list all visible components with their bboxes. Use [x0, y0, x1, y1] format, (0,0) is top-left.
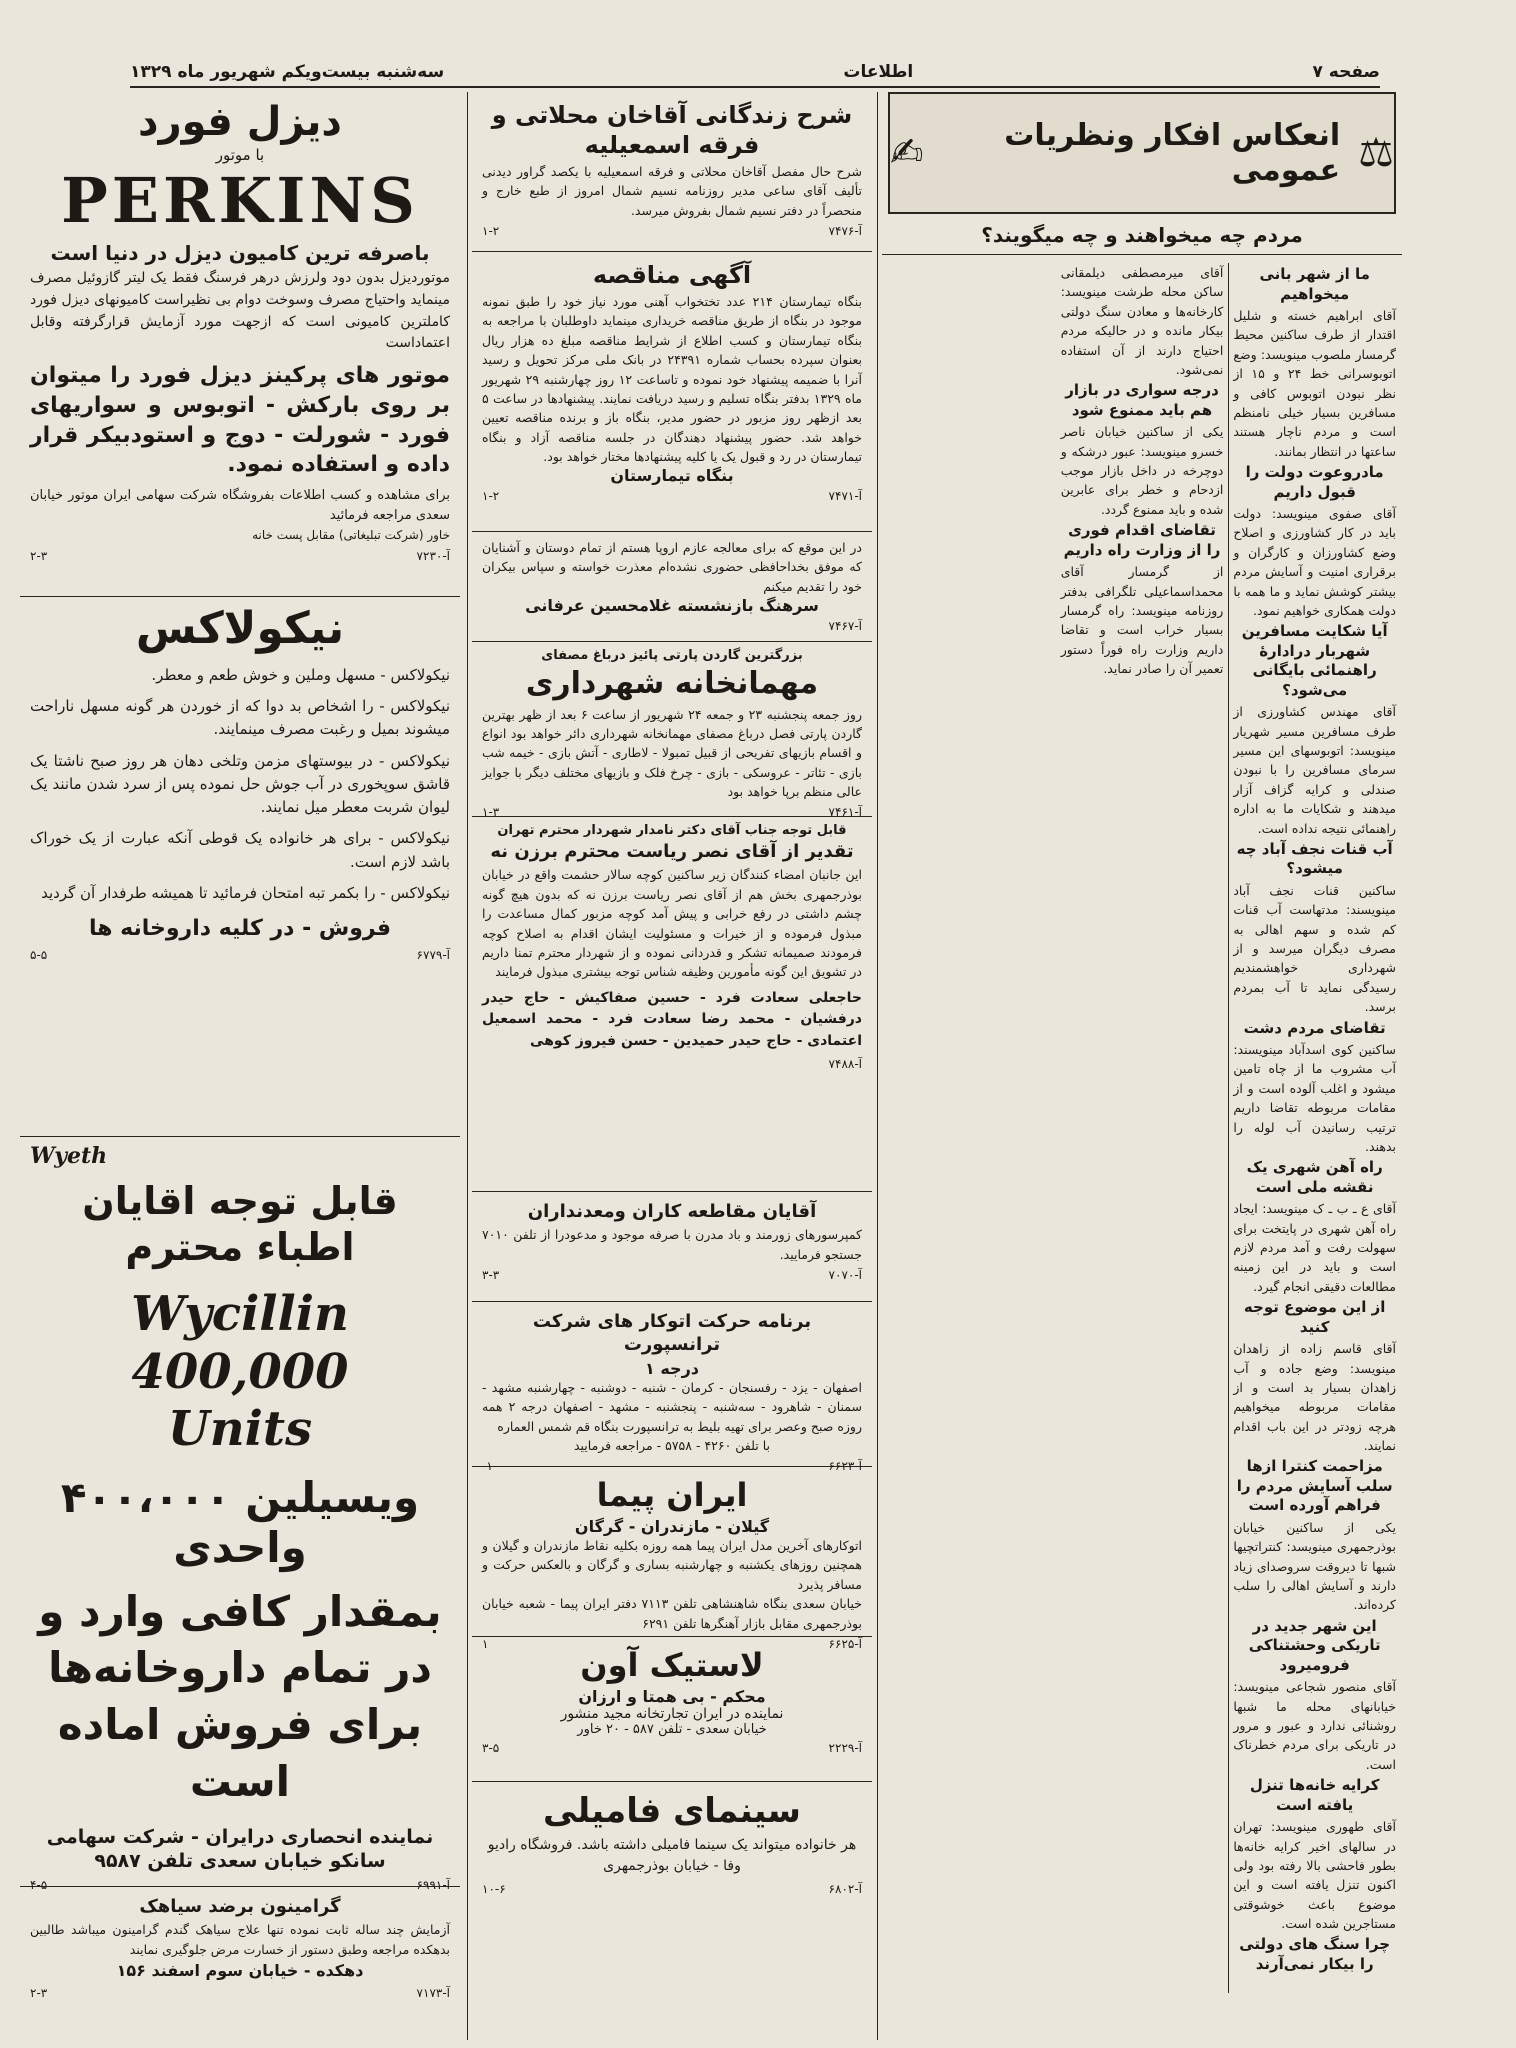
ad-ref: ۴-۵ آ-۶۹۹۱ — [30, 1877, 450, 1892]
news-article — [1233, 1158, 1396, 1296]
masthead — [130, 52, 1380, 88]
notice-body: بنگاه تیمارستان ۲۱۴ عدد تختخواب آهنی مورد نیاز خود را طبق نمونه موجود در بنگاه از طریق مناقصه خریداری مینماید داوطلبان با مراجعه به بنگاه تیمارستان و کسب اطلاع از شرایط مناقصه مبلغ ده هزار ریال بعنوان سپرده بحساب شماره ۲۴۳۹۱ در بانک ملی مرکز تحویل و رسید آنرا با ضمیمه پیشنهاد خود نموده و تاساعت ۱۲ روز چهارشنبه ۲۹ شهریور ماه ۱۳۲۹ بدفتر بنگاه تسلیم و رسید دریافت نمایند. پیشنهادها در ساعت ۵ بعد ازظهر روز مزبور در حضور مدیر، بنگاه باز و برنده مناقصه تعیین خواهد شد. حضور پیشنهاد دهندگان در جلسه مناقصه آزاد و بنگاه تیمارستان در رد و قبول یک یا کلیه پیشنهادها مختار خواهد بود. — [482, 294, 862, 464]
ad-title: گرامینون برضد سیاهک — [139, 1896, 341, 1917]
news-article — [1061, 381, 1224, 519]
middle-column — [472, 92, 872, 2040]
article-body: آقای ع ـ ب ـ ک مینویسد: ایجاد راه آهن شهری در پایتخت برای سهولت رفت و آمد مردم لازم است و باید در این زمینه مطالعات دقیقی انجام گیرد. — [1233, 1201, 1396, 1294]
notice-ref: -۱- آ-۶۶۲۳ — [482, 1459, 862, 1474]
notice-aghakhan — [472, 92, 872, 252]
notice-signature: بنگاه تیمارستان — [610, 466, 734, 486]
notice-ref: ۱-۲ آ-۷۴۷۱ — [482, 489, 862, 504]
ad-emphasis: موتور های پرکینز دیزل فورد را میتوان بر روی بارکش - اتوبوس و سواریهای فورد - شورلت - دوج و استودبیکر قرار داده و استفاده نمود. — [30, 363, 450, 478]
ad-title: نیکولاکس — [135, 603, 345, 654]
article-body: آقای ابراهیم خسته و شلیل اقتدار از طرف ساکنین محیط گرمسار ملصوب مینویسد: وضع اتوبوسرانی خط ۲۴ و ۱۵ از نظر نبودن اتوبوس کافی و مسافرین بسیار خیلی نامنظم است و مردم ناچار هستند ساعتها در انتظار بمانند. — [1233, 308, 1397, 459]
article-body: ساکنین کوی اسدآباد مینویسند: آب مشروب ما از چاه تامین میشود و اغلب آلوده است و از مقامات مربوطه تقاضا داریم ترتیب رسانیدن آب لوله را بدهند. — [1233, 1042, 1396, 1154]
ad-product: Wycillin 400,000 — [131, 1286, 349, 1400]
notice-ref: ۳-۳ آ-۷۰۷۰ — [482, 1268, 862, 1283]
article-body: یکی از ساکنین خیابان بوذرجمهری مینویسد: کنتراتچیها شبها تا دیروقت سروصدای زیاد دارند و آسایش اهالی را سلب کرده‌اند. — [1233, 1519, 1396, 1613]
news-article — [1233, 840, 1396, 1017]
ads-column — [20, 92, 460, 2040]
notice-title: برنامه حرکت اتوکار های شرکت ترانسپورت — [532, 1311, 812, 1356]
ad-avon-tire — [472, 1637, 872, 1782]
page-number: صفحه ۷ — [1312, 62, 1380, 82]
ad-ref: ۲-۳ آ-۷۲۳۰ — [30, 548, 450, 563]
article-title: تقاضای اقدام فوری را از وزارت راه داریم — [1063, 521, 1221, 559]
issue-date: سه‌شنبه بیست‌ویکم شهریور ماه ۱۳۲۹ — [130, 62, 445, 82]
ad-title: لاستیک آون — [580, 1646, 764, 1684]
ad-contact: برای مشاهده و کسب اطلاعات بفروشگاه شرکت سهامی ایران موتور خیابان سعدی مراجعه فرمائید — [30, 487, 450, 524]
section-question: مردم چه میخواهند و چه میگویند؟ — [882, 222, 1402, 255]
news-article — [1233, 1298, 1396, 1455]
notice-names: حاجعلی سعادت فرد - حسین صفاکیش - حاج حیدر درفشیان - محمد رضا سعادت فرد - محمد اسمعیل اعتمادی - حاج حیدر حمیدین - حسن فیروز کوهی — [482, 989, 862, 1050]
ad-line: نیکولاکس - را بکمر تبه امتحان فرمائید تا همیشه طرفدار آن گردید — [41, 883, 450, 902]
article-title: آیا شکایت مسافرین شهربار درادارهٔ راهنمائی بایگانی می‌شود؟ — [1241, 622, 1388, 699]
ad-units: Units — [167, 1401, 313, 1458]
ad-address: خیابان سعدی بنگاه شاهنشاهی تلفن ۷۱۱۳ دفتر ایران پیما - شعبه خیابان بوذرجمهری مقابل بازار آهنگرها تلفن ۶۲۹۱ — [482, 1596, 862, 1631]
article-title: کرایه خانه‌ها تنزل یافته است — [1249, 1776, 1380, 1814]
ad-ref: ۱ آ-۶۶۲۵ — [482, 1636, 862, 1651]
section-banner — [888, 92, 1396, 214]
ad-address: خیابان سعدی - تلفن ۵۸۷ - ۲۰ خاور — [577, 1722, 767, 1737]
news-article — [1233, 1457, 1396, 1614]
public-opinion-section — [882, 92, 1402, 2040]
article-body: یکی از ساکنین خیابان ناصر خسرو مینویسد: عبور درشکه و دوچرخه در داخل بازار موجب ازدحام و خطر برای عابرین شده و باید ممنوع گردد. — [1060, 424, 1224, 517]
ad-graminon — [20, 1887, 460, 2037]
notice-phone: با تلفن ۴۲۶۰ - ۵۷۵۸ - مراجعه فرمایید — [573, 1437, 771, 1453]
ad-body: موتوردیزل بدون دود ولرزش درهر فرسنگ فقط یک لیتر گازوئیل مصرف مینماید واحتیاج مصرف وسوخت دوام بی نظیراست کامیونهای دیزل فورد کاملترین کامیونی است که ازجهت مورد آزمایش قرارگرفته وقابل اعتماداست — [30, 270, 450, 352]
news-article — [1233, 1617, 1396, 1774]
ad-title: سینمای فامیلی — [543, 1791, 801, 1831]
ad-title: ایران پیما — [596, 1476, 748, 1514]
notice-body: روز جمعه پنجشنبه ۲۳ و جمعه ۲۴ شهریور از ساعت ۶ بعد از ظهر بهترین گاردن پارتی فصل درباغ مصفای مهمانخانه شهرداری دائر خواهد بود انواع و اقسام بازیهای تفریحی از قبیل تمبولا - لاطاری - آتش بازی - خیمه شب بازی - تئاتر - عروسکی - بازی - چرخ فلک و بازیهای مختلف دیگر با جوایز عالی منظم برپا خواهد بود — [482, 706, 862, 799]
ad-tagline: باصرفه ترین کامیون دیزل در دنیا است — [50, 241, 430, 266]
article-body: آقای طهوری مینویسد: تهران در سالهای اخیر کرایه خانه‌ها بطور فاحشی بالا رفته بود ولی اکنون تنزل یافته است و این موضوع باعث خوشوقتی مستاجرین شده است. — [1233, 1819, 1396, 1931]
news-article — [1233, 1776, 1396, 1933]
ad-brand: PERKINS — [61, 164, 419, 237]
ad-subtitle: محکم - بی همتا و ارزان — [578, 1687, 766, 1706]
notice-intro: قابل توجه جناب آقای دکتر نامدار شهردار محترم تهران — [497, 823, 847, 838]
notice-title: تقدیر از آقای نصر ریاست محترم برزن نه — [490, 841, 854, 862]
notice-title: آگهی مناقصه — [592, 261, 752, 289]
ad-line: نیکولاکس - مسهل وملین و خوش طعم و معطر. — [151, 665, 450, 684]
ad-body: هر خانواده میتواند یک سینما فامیلی داشته باشد. فروشگاه رادیو وفا - خیابان بوذرجمهری — [487, 1836, 857, 1875]
ad-subtitle: با موتور — [215, 146, 265, 164]
notice-ref: ۱-۲ آ-۷۴۷۶ — [482, 224, 862, 239]
notice-body: در این موقع که برای معالجه عازم اروپا هستم از تمام دوستان و آشنایان که موفق بخداحافظی حضوری نشده‌ام معذرت خواسته و سپاس بیکران خود را تقدیم میکنم — [482, 540, 862, 594]
ad-ref: ۳-۵ آ-۲۲۲۹ — [482, 1741, 862, 1755]
article-body: ساکنین قنات نجف آباد مینویسند: مدتهاست آب قنات کم شده و سهم اهالی به مصرف دیگران میرسد و از شهرداری خواهشمندیم رسیدگی نماید تا آب بمردم برسد. — [1233, 882, 1396, 1015]
article-title: چرا سنگ های دولتی را بیکار نمی‌آرند — [1239, 1935, 1391, 1973]
ad-diesel-ford — [20, 92, 460, 597]
notice-ref: آ-۷۴۸۸ — [828, 1056, 862, 1071]
article-title: آب قنات نجف آباد چه میشود؟ — [1236, 839, 1393, 878]
news-grid — [882, 263, 1402, 1993]
ad-line: نیکولاکس - در بیوستهای مزمن وتلخی دهان هر روز صبح ناشتا یک قاشق سوپخوری در آب جوش حل نموده پس از سرد شدن مانند یک لیوان شربت معطر میل نمایند. — [30, 751, 450, 817]
scribe-icon: ✍ — [890, 130, 924, 176]
column-rule — [877, 92, 878, 2040]
ad-line: نیکولاکس - را اشخاص بد دوا که از خوردن هر گونه مسهل ناراحت میشوند بمیل و رغبت مصرف مینمایند. — [30, 697, 450, 739]
article-body: آقای صفوی مینویسد: دولت باید در کار کشاورزی و اصلاح وضع کشاورزان و کارگران و برقراری امنیت و آسایش مردم بیشتر کوشش نماید و ما همه با دولت همکاری خواهیم نمود. — [1233, 506, 1396, 618]
article-body: آقای قاسم زاده از زاهدان مینویسد: وضع جاده و آب زاهدان بسیار بد است و از مقامات مربوطه میخواهیم هرچه زودتر در این باب اقدام نمایند. — [1233, 1341, 1396, 1453]
notice-thanks — [472, 532, 872, 642]
news-article — [1233, 1019, 1396, 1157]
scales-icon: ⚖ — [1358, 130, 1394, 176]
notice-nasr — [472, 817, 872, 1192]
notice-mehmankhaneh — [472, 642, 872, 820]
ad-iranpeyma — [472, 1467, 872, 1651]
article-title: از این موضوع توجه کنید — [1243, 1298, 1386, 1336]
ad-product-fa: ویسیلین ۴۰۰،۰۰۰ واحدی — [60, 1472, 420, 1573]
ad-nicolax — [20, 597, 460, 1137]
news-article — [1233, 463, 1396, 620]
notice-subtitle: درجه ۱ — [645, 1358, 699, 1378]
notice-contractors — [472, 1192, 872, 1302]
ad-ref: ۲-۳ آ-۷۱۷۳ — [30, 1985, 450, 2000]
notice-body: اصفهان - یزد - رفسنجان - کرمان - شنبه - دوشنبه - چهارشنبه مشهد - سمنان - شاهرود - سه‌شنبه - پنجشنبه - مشهد - اصفهان درجه ۲ همه روزه صبح وعصر برای تهیه بلیط به ترانسپورت بنگاه قم شمس العماره — [482, 1379, 862, 1434]
section-title: انعکاس افکار ونظریات عمومی — [1004, 118, 1341, 188]
paper-name: اطلاعات — [843, 62, 914, 82]
notice-ref: آ-۷۴۶۷ — [828, 619, 862, 634]
ad-body: بمقدار کافی وارد و در تمام داروخانه‌ها برای فروش اماده است — [38, 1586, 442, 1806]
article-title: این شهر جدید در تاریکی وحشتناکی فرومیرود — [1248, 1616, 1381, 1674]
notice-title: آقایان مقاطعه کاران ومعدنداران — [527, 1201, 817, 1222]
notice-body: این جانبان امضاء کنندگان زیر ساکنین کوچه سالار حشمت واقع در خیابان بوذرجمهری بخش هم از آقای نصر ریاست برزن نه که بدون هیچ گونه چشم داشتی در رفع خرابی و پیش آمد کوچه مزبور کمال مساعدت را مبذول فرموده و از خیرات و مسئولیت ایشان اقدام به اصلاح کوچه فرمودند صمیمانه تشکر و قدردانی نموده و از شهردار محترم تمنا داریم در تشویق این گونه مأمورین وظیفه شناس توجه بیشتری مبذول فرمایند — [482, 867, 862, 980]
notice-signature: سرهنگ بازنشسته غلامحسین عرفانی — [525, 596, 819, 616]
news-article — [1233, 622, 1396, 838]
article-body: آقای منصور شجاعی مینویسد: خیابانهای محله ما شبها روشنائی ندارد و عبور و مرور در تاریکی برای مردم خطرناک است. — [1233, 1679, 1396, 1772]
notice-bus-schedule — [472, 1302, 872, 1474]
ad-body: اتوکارهای آخرین مدل ایران پیما همه روزه بکلیه نقاط مازندران و گیلان و همچنین روزهای یکشنبه و چهارشنبه بساری و گرگان و بالعکس حرکت و مسافر پذیرد — [482, 1538, 862, 1592]
ad-ref: ۱۰-۶ آ-۶۸۰۲ — [482, 1881, 862, 1896]
news-article — [1233, 265, 1396, 461]
notice-tender — [472, 252, 872, 532]
article-body: آقای مهندس کشاورزی از طرف مسافرین مسیر شهریار مینویسد: اتوبوسهای این مسیر سرمای مسافرین را با نبودن صندلی و کرایه گزاف آزار میدهند و شکایات ما به اداره راهنمائی نتیجه نداده است. — [1233, 704, 1396, 836]
ad-wycillin — [20, 1137, 460, 1892]
article-title: مادروعوت دولت را قبول داریم — [1245, 463, 1384, 501]
notice-title: شرح زندگانی آقاخان محلاتی و فرقه اسمعیلیه — [491, 101, 853, 159]
news-article — [1061, 521, 1224, 678]
article-body: از گرمسار آقای محمداسماعیلی تلگرافی بدفتر روزنامه مینویسد: راه گرمسار بسیار خراب است و تقاضا داریم وزارت راه فوراً دستور تعمیر آن را صادر نماید. — [1060, 564, 1224, 676]
article-title: تقاضای مردم دشت — [1243, 1018, 1386, 1037]
ad-footer: فروش - در کلیه داروخانه ها — [88, 916, 391, 942]
notice-body: کمپرسورهای زورمند و باد مدرن با صرفه موجود و مدعودرا از تلفن ۷۰۱۰ جستجو فرمایید. — [482, 1227, 862, 1262]
ad-headline: قابل توجه اقایان اطباء محترم — [82, 1179, 398, 1269]
article-title: درجه سواری در بازار هم باید ممنوع شود — [1065, 381, 1219, 419]
ad-body: نماینده در ایران تجارتخانه مجید منشور — [560, 1706, 784, 1722]
ad-address: خاور (شرکت تبلیغاتی) مقابل پست خانه — [252, 528, 450, 543]
ad-subtitle: گیلان - مازندران - گرگان — [574, 1517, 770, 1536]
ad-body: آزمایش چند ساله ثابت نموده تنها علاج سیاهک گندم گرامینون میباشد طالبین بدهکده مراجعه وطبق دستور از خسارت مرض جلوگیری نمایند — [30, 1922, 450, 1957]
article-body: آقای میرمصطفی دیلمقانی ساکن محله طرشت مینویسد: کارخانه‌ها و معادن سنگ دولتی بیکار مانده و در حالیکه مردم احتیاج دارند از آن استفاده نمی‌شود. — [1060, 265, 1224, 377]
ad-line: نیکولاکس - برای هر خانواده یک قوطی آنکه عبارت از یک خوراک باشد لازم است. — [30, 829, 450, 871]
column-rule — [467, 92, 468, 2040]
notice-ref: ۱-۳ آ-۷۴۶۱ — [482, 805, 862, 820]
notice-body: شرح حال مفصل آقاخان محلاتی و فرقه اسمعیلیه با یکصد گراور دیدنی تألیف آقای ساعی مدیر روزنامه نسیم شمال امروز از طبع خارج و منحصراً در دفتر نسیم شمال بفروش میرسد. — [482, 164, 862, 218]
article-title: ما از شهر بانی میخواهیم — [1259, 265, 1370, 303]
article-title: راه آهن شهری یک نقشه ملی است — [1246, 1158, 1383, 1196]
notice-intro: بزرگترین گاردن پارتی پائیز درباغ مصفای — [541, 648, 803, 663]
ad-footer: نماینده انحصاری درایران - شرکت سهامی سانکو خیابان سعدی تلفن ۹۵۸۷ — [46, 1825, 434, 1873]
ad-cinema-family — [472, 1782, 872, 1932]
wyeth-logo: Wyeth — [30, 1143, 108, 1169]
ad-title: دیزل فورد — [138, 99, 342, 145]
ad-ref: ۵-۵ آ-۶۷۷۹ — [30, 947, 450, 962]
ad-address: دهکده - خیابان سوم اسفند ۱۵۶ — [116, 1961, 364, 1981]
notice-title: مهمانخانه شهرداری — [525, 666, 819, 701]
article-title: مزاحمت کنترا ازها سلب آسایش مردم را فراهم آورده است — [1236, 1457, 1393, 1515]
